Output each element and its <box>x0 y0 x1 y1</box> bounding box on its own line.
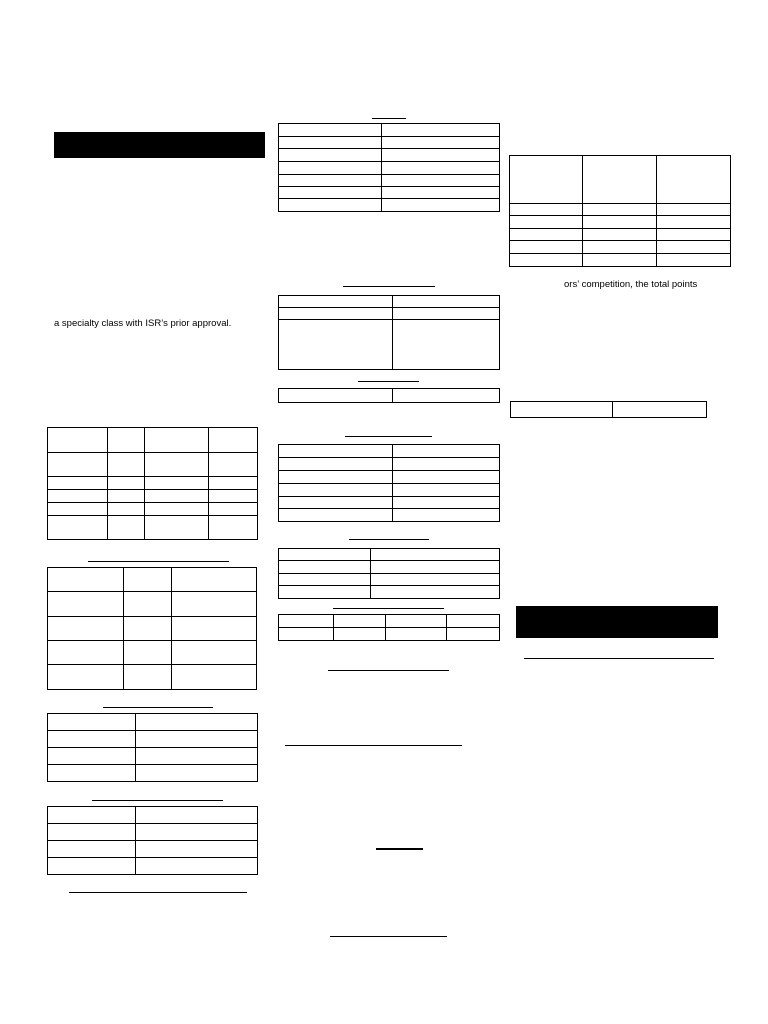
two-col-table <box>47 806 258 875</box>
table-cell <box>583 216 657 229</box>
table-cell <box>657 156 731 204</box>
table-cell <box>583 254 657 267</box>
table-row <box>279 320 500 370</box>
heading-underline <box>349 539 429 540</box>
table-row <box>48 748 258 765</box>
heading-underline <box>358 381 419 382</box>
table-cell <box>136 714 258 731</box>
section-heading-bar <box>54 132 265 158</box>
table-cell <box>657 204 731 216</box>
table-cell <box>279 320 393 370</box>
table-cell <box>510 156 583 204</box>
table-cell <box>393 458 500 471</box>
table-cell <box>279 162 382 175</box>
two-col-table <box>278 123 500 212</box>
table-row <box>279 484 500 497</box>
table-row <box>510 216 731 229</box>
table-cell <box>209 490 258 503</box>
table-cell <box>510 254 583 267</box>
table-row <box>510 229 731 241</box>
table-cell <box>172 592 257 617</box>
heading-underline <box>330 936 447 937</box>
table-cell <box>48 453 108 477</box>
heading-underline <box>372 118 406 119</box>
table-cell <box>136 841 258 858</box>
table-cell <box>124 592 172 617</box>
table-cell <box>48 824 136 841</box>
table-row <box>48 858 258 875</box>
table-row <box>279 124 500 137</box>
table-row <box>279 458 500 471</box>
table-cell <box>447 615 500 628</box>
table-cell <box>279 175 382 187</box>
table-cell <box>209 453 258 477</box>
table-row <box>279 187 500 199</box>
two-col-table <box>278 548 500 599</box>
heading-underline <box>376 848 423 850</box>
table-cell <box>393 484 500 497</box>
table-cell <box>124 568 172 592</box>
table-row <box>279 561 500 574</box>
table-cell <box>279 187 382 199</box>
table-cell <box>393 445 500 458</box>
table-row <box>510 254 731 267</box>
table-row <box>510 156 731 204</box>
table-cell <box>510 204 583 216</box>
section-heading-bar <box>516 606 718 638</box>
table-row <box>279 628 500 641</box>
table-row <box>48 665 257 690</box>
table-cell <box>657 229 731 241</box>
four-col-table <box>278 614 500 641</box>
table-cell <box>657 241 731 254</box>
table-cell <box>124 641 172 665</box>
table-cell <box>136 824 258 841</box>
table-cell <box>393 509 500 522</box>
table-row <box>48 516 258 540</box>
table-row <box>279 162 500 175</box>
table-cell <box>371 549 500 561</box>
table-cell <box>48 503 108 516</box>
table-cell <box>279 549 371 561</box>
table-cell <box>583 241 657 254</box>
table-cell <box>613 402 707 418</box>
heading-underline <box>333 608 444 609</box>
table-row <box>48 617 257 641</box>
table-cell <box>124 665 172 690</box>
table-row <box>279 175 500 187</box>
table-cell <box>108 516 145 540</box>
table-cell <box>382 149 500 162</box>
table-cell <box>48 665 124 690</box>
table-cell <box>657 216 731 229</box>
table-row <box>279 586 500 599</box>
heading-underline <box>88 561 229 562</box>
table-row <box>510 204 731 216</box>
table-cell <box>279 308 393 320</box>
table-cell <box>209 428 258 453</box>
points-table <box>47 567 257 690</box>
table-cell <box>393 296 500 308</box>
table-row <box>510 241 731 254</box>
table-cell <box>172 568 257 592</box>
table-cell <box>145 503 209 516</box>
table-cell <box>48 568 124 592</box>
table-cell <box>279 137 382 149</box>
table-cell <box>583 156 657 204</box>
table-cell <box>48 641 124 665</box>
table-cell <box>136 765 258 782</box>
table-cell <box>108 490 145 503</box>
body-text-line: ors’ competition, the total points <box>564 279 698 290</box>
table-cell <box>386 615 447 628</box>
table-row <box>48 731 258 748</box>
table-row <box>48 503 258 516</box>
table-cell <box>172 641 257 665</box>
table-cell <box>172 617 257 641</box>
table-cell <box>48 592 124 617</box>
two-col-table <box>278 444 500 522</box>
body-text-line: a specialty class with ISR’s prior approval. <box>54 318 232 329</box>
table-row <box>48 490 258 503</box>
table-cell <box>48 714 136 731</box>
heading-underline <box>69 892 247 893</box>
table-row <box>279 445 500 458</box>
table-cell <box>48 731 136 748</box>
table-row <box>48 428 258 453</box>
table-cell <box>510 216 583 229</box>
table-row <box>48 641 257 665</box>
three-col-table <box>509 155 731 267</box>
table-cell <box>48 765 136 782</box>
table-cell <box>393 308 500 320</box>
table-cell <box>209 477 258 490</box>
table-row <box>48 807 258 824</box>
table-cell <box>145 428 209 453</box>
table-cell <box>511 402 613 418</box>
table-cell <box>371 574 500 586</box>
table-cell <box>279 484 393 497</box>
table-row <box>279 497 500 509</box>
two-col-table <box>278 388 500 403</box>
table-cell <box>136 731 258 748</box>
table-row <box>48 841 258 858</box>
table-cell <box>108 453 145 477</box>
table-cell <box>279 149 382 162</box>
table-cell <box>583 229 657 241</box>
table-cell <box>48 807 136 824</box>
table-cell <box>172 665 257 690</box>
table-row <box>279 509 500 522</box>
table-cell <box>382 124 500 137</box>
heading-underline <box>103 707 213 708</box>
table-cell <box>382 175 500 187</box>
table-cell <box>48 617 124 641</box>
table-cell <box>583 204 657 216</box>
table-cell <box>145 490 209 503</box>
table-cell <box>136 748 258 765</box>
table-row <box>48 592 257 617</box>
table-cell <box>510 229 583 241</box>
table-cell <box>145 516 209 540</box>
table-cell <box>279 458 393 471</box>
table-cell <box>386 628 447 641</box>
table-cell <box>209 503 258 516</box>
table-cell <box>279 296 393 308</box>
heading-underline <box>343 286 435 287</box>
table-row <box>279 389 500 403</box>
two-col-table <box>510 401 707 418</box>
two-col-table <box>47 713 258 782</box>
table-cell <box>279 124 382 137</box>
two-col-table <box>278 295 500 370</box>
table-row <box>279 199 500 212</box>
table-row <box>279 615 500 628</box>
table-cell <box>48 841 136 858</box>
table-row <box>279 574 500 586</box>
table-cell <box>510 241 583 254</box>
heading-underline <box>345 436 432 437</box>
table-cell <box>209 516 258 540</box>
table-cell <box>371 586 500 599</box>
table-cell <box>279 586 371 599</box>
table-cell <box>334 628 386 641</box>
table-row <box>48 568 257 592</box>
table-cell <box>657 254 731 267</box>
table-cell <box>393 497 500 509</box>
table-cell <box>48 428 108 453</box>
table-row <box>48 714 258 731</box>
table-row <box>511 402 707 418</box>
table-cell <box>279 628 334 641</box>
table-cell <box>371 561 500 574</box>
table-cell <box>279 497 393 509</box>
table-row <box>48 453 258 477</box>
table-cell <box>145 477 209 490</box>
table-cell <box>48 516 108 540</box>
table-cell <box>279 615 334 628</box>
table-cell <box>382 137 500 149</box>
heading-underline <box>328 670 449 671</box>
table-row <box>279 137 500 149</box>
table-cell <box>382 162 500 175</box>
table-cell <box>145 453 209 477</box>
table-row <box>279 308 500 320</box>
table-cell <box>48 858 136 875</box>
heading-underline <box>92 800 223 801</box>
table-row <box>279 549 500 561</box>
table-cell <box>279 199 382 212</box>
table-cell <box>382 187 500 199</box>
heading-underline <box>285 745 462 746</box>
table-cell <box>382 199 500 212</box>
table-cell <box>279 445 393 458</box>
table-row <box>48 824 258 841</box>
table-cell <box>136 807 258 824</box>
table-row <box>279 296 500 308</box>
table-cell <box>279 509 393 522</box>
table-cell <box>279 389 393 403</box>
table-cell <box>334 615 386 628</box>
table-row <box>48 765 258 782</box>
table-cell <box>48 490 108 503</box>
table-cell <box>48 477 108 490</box>
heading-underline <box>524 658 714 659</box>
table-cell <box>393 471 500 484</box>
table-cell <box>279 471 393 484</box>
table-cell <box>108 428 145 453</box>
table-cell <box>279 561 371 574</box>
table-cell <box>108 477 145 490</box>
table-cell <box>108 503 145 516</box>
table-row <box>279 471 500 484</box>
table-row <box>48 477 258 490</box>
table-cell <box>136 858 258 875</box>
table-cell <box>48 748 136 765</box>
table-cell <box>124 617 172 641</box>
table-cell <box>279 574 371 586</box>
table-row <box>279 149 500 162</box>
table-cell <box>393 389 500 403</box>
class-table <box>47 427 258 540</box>
table-cell <box>447 628 500 641</box>
table-cell <box>393 320 500 370</box>
